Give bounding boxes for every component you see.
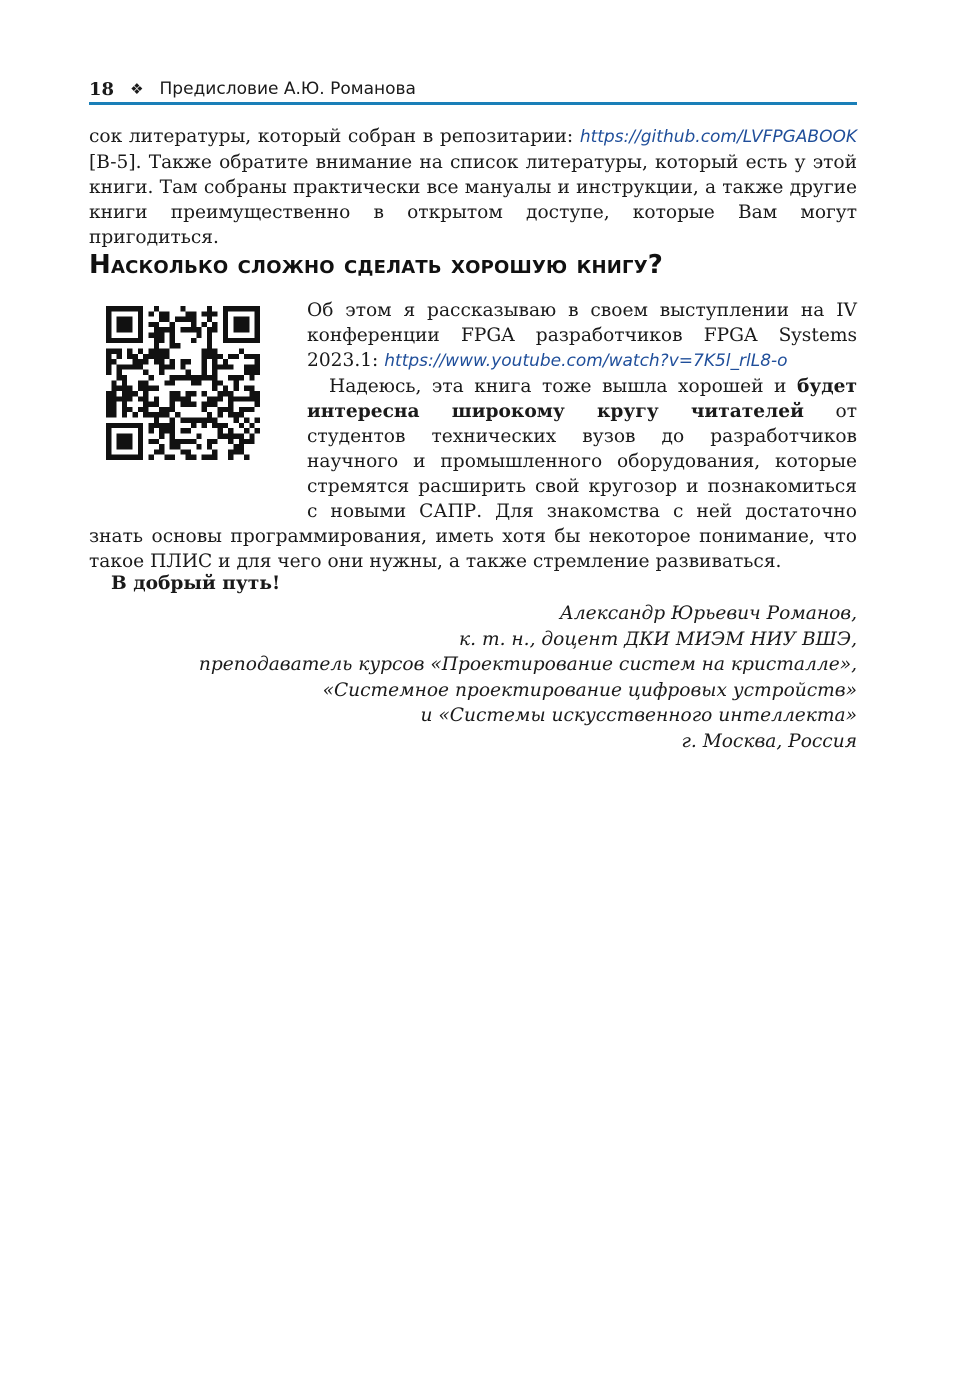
signature-block: [89, 601, 857, 754]
github-link[interactable]: https://github.com/LVFPGABOOK: [579, 127, 857, 147]
author-course2: «Системное проектирование цифровых устройств»: [322, 679, 857, 701]
section-title: Насколько сложно сделать хорошую книгу?: [89, 250, 664, 280]
page-number: 18: [89, 78, 115, 100]
author-title: к. т. н., доцент ДКИ МИЭМ НИУ ВШЭ,: [459, 628, 857, 650]
author-city: г. Москва, Россия: [681, 730, 857, 752]
author-course3: и «Системы искусственного интеллекта»: [420, 705, 857, 726]
author-course1: преподаватель курсов «Проектирование систем на кристалле»,: [198, 654, 857, 675]
hope-paragraph: Надеюсь, эта книга тоже вышла хорошей и будет интересна широкому кругу читателей от студентов технических вузов до разработчиков научного и промышленного оборудования, которые стремятся расширить свой кругозор и познакомиться с новыми САПР. Для знакомства с ней достаточно знать основы программирования, иметь хотя бы некоторое понимание, что такое ПЛИС и для чего они нужны, а также стремление развиваться.: [89, 376, 857, 572]
author-name: Александр Юрьевич Романов,: [559, 603, 857, 624]
section-body: [89, 298, 857, 574]
running-header: [89, 76, 857, 105]
running-title: Предисловие А.Ю. Романова: [159, 79, 416, 99]
youtube-link[interactable]: https://www.youtube.com/watch?v=7K5l_rlL8-o: [384, 351, 788, 371]
ornament-icon: ❖: [130, 80, 144, 98]
farewell: В добрый путь!: [111, 573, 281, 594]
intro-paragraph: сок литературы, который собран в репозитарии: https://github.com/LVFPGABOOK [B-5]. Также обратите внимание на список литературы, который есть у этой книги. Там собраны практически все мануалы и инструкции, а также другие книги преимущественно в открытом доступе, которые Вам могут пригодиться.: [89, 126, 857, 248]
talk-text: Об этом я рассказываю в своем выступлении на IV конференции FPGA разработчиков FPGA Systems 2023.1:: [307, 300, 857, 371]
